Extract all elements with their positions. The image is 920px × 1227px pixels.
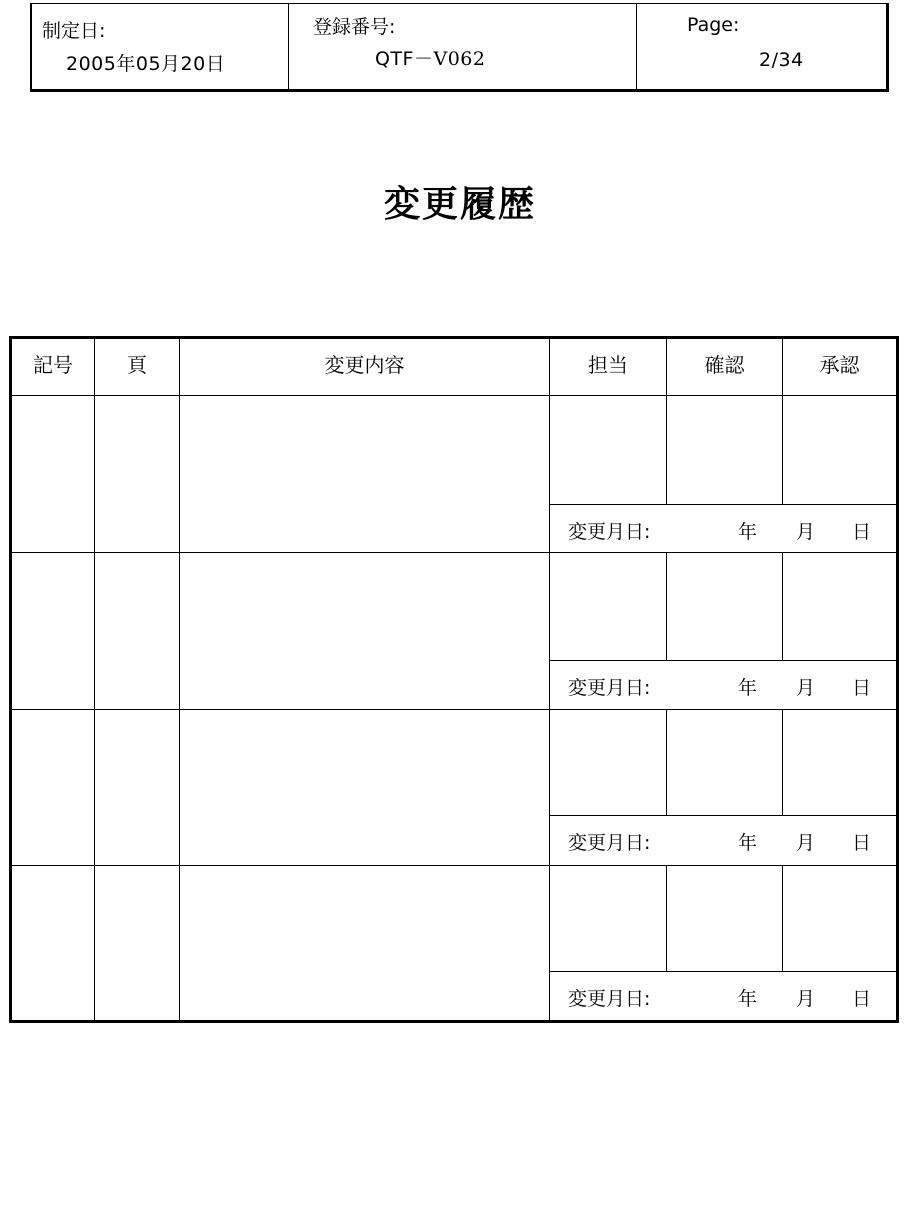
header-content: 変更内容 [324, 353, 405, 377]
change-date-label: 変更月日: [568, 988, 651, 1010]
date-label: 制定日: [42, 20, 106, 42]
row-divider [9, 709, 898, 710]
header-confirm: 確認 [704, 353, 745, 377]
date-divider [549, 815, 898, 816]
change-date-label: 変更月日: [568, 832, 651, 854]
sign-divider [782, 396, 783, 504]
header-page: 頁 [127, 353, 147, 377]
header-mark: 記号 [33, 353, 73, 377]
day-label: 日 [852, 832, 872, 854]
date-divider [549, 971, 898, 972]
change-date-label: 変更月日: [568, 521, 651, 543]
sign-divider [782, 866, 783, 971]
month-label: 月 [796, 677, 816, 699]
page-label: Page: [687, 14, 740, 36]
sign-divider [782, 710, 783, 815]
year-label: 年 [738, 521, 758, 543]
page-title: 変更履歴 [383, 184, 536, 225]
col-divider [179, 336, 180, 1022]
date-divider [549, 504, 898, 505]
month-label: 月 [796, 521, 816, 543]
header-row-divider [9, 395, 898, 396]
page-number: 2/34 [759, 49, 804, 71]
header-owner: 担当 [588, 353, 628, 377]
date-divider [549, 660, 898, 661]
month-label: 月 [796, 988, 816, 1010]
date-value: 2005年05月20日 [66, 53, 226, 75]
header-approve: 承認 [819, 353, 860, 377]
col-divider [549, 336, 550, 1022]
registration-prefix: QTF－ [375, 48, 434, 70]
col-divider [94, 336, 95, 1022]
year-label: 年 [738, 988, 758, 1010]
day-label: 日 [852, 988, 872, 1010]
year-label: 年 [738, 832, 758, 854]
day-label: 日 [852, 677, 872, 699]
row-divider [9, 865, 898, 866]
month-label: 月 [796, 832, 816, 854]
registration-suffix: V062 [433, 48, 486, 70]
row-divider [9, 552, 898, 553]
table-right-border [896, 336, 899, 1023]
sign-divider [666, 396, 667, 504]
table-bottom-border [9, 1020, 899, 1023]
table-top-border [9, 336, 899, 339]
change-date-label: 変更月日: [568, 677, 651, 699]
sign-divider [666, 866, 667, 971]
sign-divider [666, 710, 667, 815]
registration-label: 登録番号: [313, 16, 396, 38]
sign-divider [782, 553, 783, 660]
day-label: 日 [852, 521, 872, 543]
year-label: 年 [738, 677, 758, 699]
table-left-border [9, 336, 12, 1023]
sign-divider [666, 553, 667, 660]
